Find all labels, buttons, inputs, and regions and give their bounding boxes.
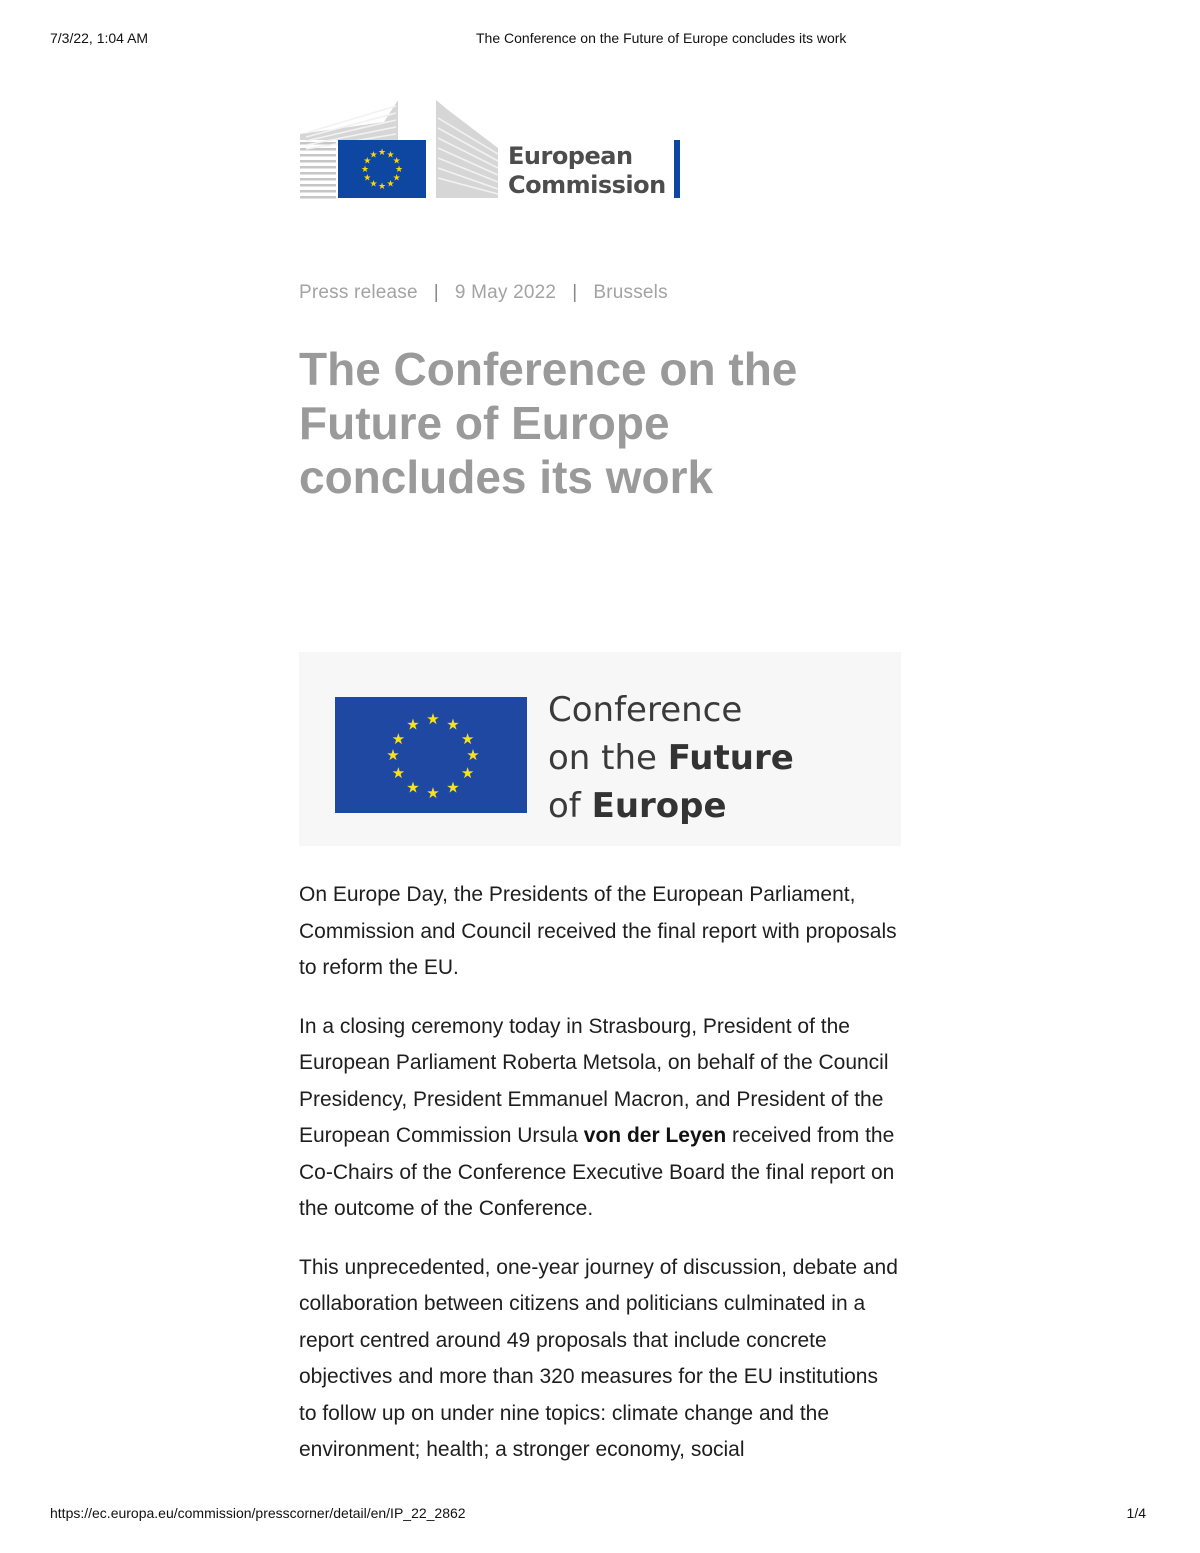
svg-text:★: ★ — [377, 182, 387, 192]
page-number: 1/4 — [1126, 1505, 1146, 1521]
paragraph-1: On Europe Day, the Presidents of the European Parliament, Commission and Council received the final report with proposals to reform the EU. — [299, 883, 897, 979]
conference-title-text — [548, 686, 794, 830]
svg-text:★: ★ — [386, 746, 400, 764]
banner-line-3 — [548, 782, 794, 830]
print-footer — [0, 1505, 1200, 1525]
svg-text:★: ★ — [466, 746, 480, 764]
svg-text:★: ★ — [446, 778, 460, 797]
svg-text:★: ★ — [406, 778, 420, 797]
paragraph-2-bold-name: von der Leyen — [583, 1124, 727, 1147]
meta-separator: | — [433, 282, 439, 303]
print-header — [0, 30, 1200, 50]
release-date: 9 May 2022 — [454, 282, 557, 303]
svg-text:★: ★ — [460, 764, 475, 782]
european-commission-logo[interactable] — [298, 98, 683, 202]
svg-text:★: ★ — [391, 730, 406, 748]
svg-text:★: ★ — [363, 156, 372, 167]
paragraph-2-text-a: In a closing ceremony today in Strasbourg, President of the European Parliament Roberta Metsola, on behalf of the Council Presidency, President Emmanuel Macron, and President of the European Commission Ursula — [299, 1014, 889, 1147]
document-type: Press release — [299, 282, 418, 303]
svg-text:★: ★ — [386, 179, 395, 190]
svg-text:★: ★ — [394, 165, 404, 175]
paragraph-2-text-b: received from the Co-Chairs of the Conference Executive Board the final report on the outcome of the Conference. — [299, 1124, 895, 1220]
print-document-title: The Conference on the Future of Europe concludes its work — [476, 30, 847, 46]
svg-text:★: ★ — [386, 150, 395, 161]
wordmark-line-1: European — [508, 142, 633, 170]
banner-line-2 — [548, 734, 794, 782]
svg-text:★: ★ — [369, 179, 378, 190]
banner-line-2-bold: Future — [667, 738, 794, 778]
banner-line-2-prefix: on the — [548, 738, 668, 778]
svg-text:★: ★ — [392, 156, 401, 167]
conference-banner-image — [299, 652, 901, 846]
svg-text:★: ★ — [377, 148, 387, 158]
svg-text:★: ★ — [391, 764, 406, 782]
meta-separator: | — [572, 282, 578, 303]
svg-text:★: ★ — [392, 173, 401, 184]
paragraph-2 — [299, 1009, 899, 1228]
print-datetime: 7/3/22, 1:04 AM — [50, 30, 149, 46]
banner-line-3-bold: Europe — [591, 786, 727, 826]
svg-text:★: ★ — [446, 715, 460, 734]
eu-flag-icon — [335, 697, 527, 813]
banner-line-3-prefix: of — [548, 786, 592, 826]
european-commission-wordmark — [508, 142, 666, 200]
svg-text:★: ★ — [460, 730, 475, 748]
source-url[interactable]: https://ec.europa.eu/commission/presscorner/detail/en/IP_22_2862 — [50, 1505, 466, 1521]
press-release-meta — [299, 282, 668, 304]
svg-text:★: ★ — [363, 173, 372, 184]
svg-text:★: ★ — [369, 150, 378, 161]
svg-text:★: ★ — [360, 165, 370, 175]
svg-text:★: ★ — [406, 715, 420, 734]
release-location: Brussels — [593, 282, 668, 303]
svg-text:★: ★ — [426, 784, 440, 802]
article-body — [299, 877, 899, 1491]
banner-line-1: Conference — [548, 690, 743, 730]
paragraph-3: This unprecedented, one-year journey of discussion, debate and collaboration between citizens and politicians culminated in a report centred around 49 proposals that include concrete objectives and more than 320 measures for the EU institutions to follow up on under nine topics: climate change and the environment; health; a stronger economy, social — [299, 1255, 898, 1461]
svg-text:★: ★ — [426, 710, 440, 728]
wordmark-line-2: Commission — [508, 171, 666, 199]
page-title: The Conference on the Future of Europe concludes its work — [299, 343, 798, 503]
